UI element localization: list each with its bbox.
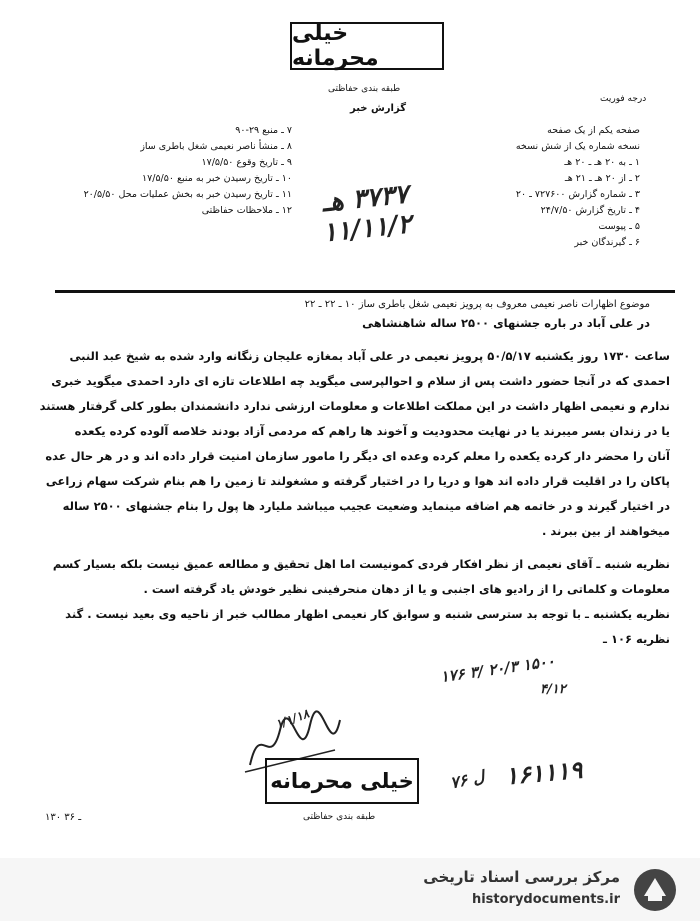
form-right-line: ۲ ـ از ۲۰ هـ ـ ۲۱ هـ (564, 173, 640, 184)
form-left-line: ۷ ـ منبع ۲۹-۹۰ (235, 125, 292, 136)
archive-logo-icon (630, 866, 680, 914)
form-right-block (400, 125, 640, 253)
handwritten-number-prefix: ل ۷۶ (448, 766, 486, 793)
form-right-line: ۳ ـ شماره گزارش ۷۲۷۶۰۰ ـ ۲۰ (515, 189, 640, 200)
page-code: ۱۳۰ ـ ۳۶ (45, 812, 82, 823)
body-line: میخواهند از بین ببرند . (542, 524, 670, 538)
handwritten-note-date: ۱۷۶ ۳/ ۲۰/۳ ۱۵۰۰ (439, 652, 556, 686)
form-right-line: ۶ ـ گیرندگان خبر (574, 237, 640, 248)
body-line: پاکان را در اقلیت قرار داده اند هوا و دریا را در اختیار گرفته و مشغولند تا زمین را هم بنام شرکت سهام زراعی (45, 474, 670, 488)
form-left-block (42, 125, 292, 221)
form-right-line: ۴ ـ تاریخ گزارش ۲۴/۷/۵۰ (540, 205, 640, 216)
report-title: گزارش خبر (350, 103, 407, 114)
classification-caption: طبقه بندی حفاظتی (328, 84, 401, 94)
handwritten-note-2: ۴/۱۲ (540, 682, 566, 697)
interpretation-line: معلومات و کلماتی را از رادیو های اجنبی و یا از دهان منحرفینی نظیر خودش یاد گرفته است . (143, 582, 670, 596)
form-right-line: نسخه شماره یک از شش نسخه (515, 141, 640, 152)
form-left-line: ۸ ـ منشأ ناصر نعیمی شغل باطری ساز (140, 141, 292, 152)
form-left-line: ۱۰ ـ تاریخ رسیدن خبر به منبع ۱۷/۵/۵۰ (142, 173, 292, 184)
website: historydocuments.ir (471, 892, 620, 907)
handwritten-number: ۱۶۱۱۱۹ (503, 754, 584, 791)
bottom-classification-stamp (265, 758, 419, 804)
body-line: آنان را محضر دار کرده یکعده را معلم کرده وعده ای دیگر را مامور سازمان امنیت قرار داده اند و در هر حال عده (45, 449, 670, 463)
body-line: ساعت ۱۷۳۰ روز یکشنبه ۵۰/۵/۱۷ پرویز نعیمی در علی آباد بمغازه علیجان زنگانه وارد شده به شیخ عبد النبی (69, 349, 670, 363)
body-line: احمدی که در آنجا حضور داشت پس از سلام و احوالپرسی میگوید چه اطلاعات تازه ای دارد احمدی میگوید خبری (51, 374, 670, 388)
interpretation-line: نظریه ۱۰۶ ـ (603, 632, 670, 646)
body-line: در اختیار گیرند و در خاتمه هم اضافه مینماید وضعیت عجیب میباشد ملیارد ها پول را بنام جشنهای ۲۵۰۰ ساله (62, 499, 670, 513)
bottom-classification-caption: طبقه بندی حفاظتی (303, 812, 376, 822)
bottom-stamp-text: خیلی محرمانه (270, 769, 414, 793)
body-line: ندارم و نعیمی اظهار داشت در این مملکت اطلاعات و معلومات ارزشی ندارد دانشمندان بطور کلی گرفتار هستند (40, 399, 670, 413)
form-left-line: ۱۱ ـ تاریخ رسیدن خبر به بخش عملیات محل ۲۰/۵/۵۰ (83, 189, 292, 200)
interpretation-line: نظریه یکشنبه ـ با توجه بد سترسی شنبه و سوابق کار نعیمی اظهار مطالب خبر از ناحیه وی بعید نیست . گند (65, 607, 670, 621)
interpretations (40, 556, 670, 656)
subject-line-2: در علی آباد در باره جشنهای ۲۵۰۰ ساله شاهنشاهی (362, 316, 650, 330)
body-line: یا در زندان بسر میبرند یا در نهایت محدودیت و آخوند ها راهم که مردمی آزاد بودند خلاصه آلوده کرده یکعده (74, 424, 670, 438)
form-left-line: ۹ ـ تاریخ وقوع ۱۷/۵/۵۰ (201, 157, 292, 168)
urgency-label: درجه فوریت (600, 94, 647, 104)
header-divider (55, 290, 675, 293)
handwritten-center-number: ۳۷۳۷ هـ ۱۱/۱۱/۲ (320, 179, 413, 249)
form-left-line: ۱۲ ـ ملاحظات حفاظتی (201, 205, 292, 216)
interpretation-line: نظریه شنبه ـ آقای نعیمی از نظر افکار فردی کمونیست اما اهل تحقیق و مطالعه عمیق نیست بلکه بسیار کسم (52, 557, 670, 571)
top-classification-stamp (290, 22, 444, 70)
form-right-line: ۵ ـ پیوست (598, 221, 640, 232)
archive-footer (0, 858, 700, 921)
form-right-line: صفحه یکم از یک صفحه (547, 125, 640, 136)
handwritten-sign-note: ۱/۱/۱۸ (273, 706, 311, 732)
top-stamp-text: خیلی محرمانه (292, 21, 379, 71)
report-body (40, 348, 670, 548)
subject-line: موضوع اظهارات ناصر نعیمی معروف به پرویز نعیمی شغل باطری ساز ۱۰ ـ ۲۲ ـ ۲۲ (304, 299, 650, 310)
org-name: مرکز بررسی اسناد تاریخی (423, 868, 620, 886)
form-right-line: ۱ ـ به ۲۰ هـ ـ ۲۰ هـ (564, 157, 640, 168)
